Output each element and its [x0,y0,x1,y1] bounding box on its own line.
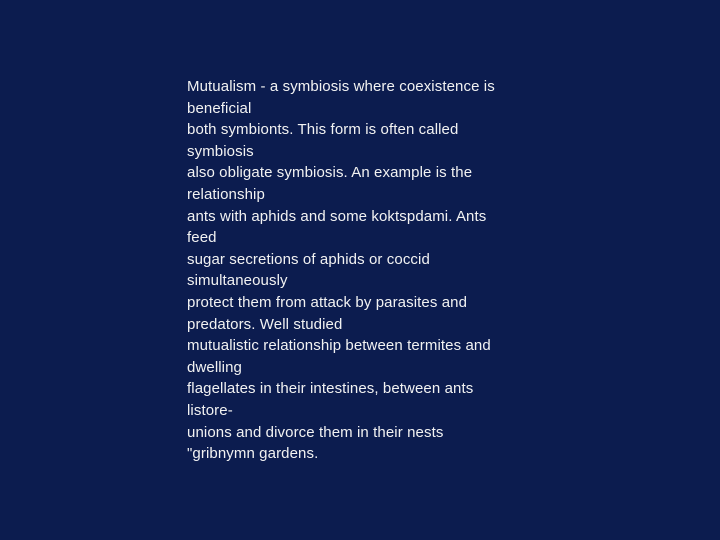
text-line: ants with aphids and some koktspdami. Ants [187,207,487,225]
text-line: feed [187,229,217,247]
text-line: unions and divorce them in their nests [187,423,444,441]
text-line: protect them from attack by parasites and [187,293,468,311]
text-line: both symbionts. This form is often called [187,121,459,139]
text-line: beneficial [187,99,252,117]
text-line: listore- [187,401,233,419]
text-line: also obligate symbiosis. An example is the [187,164,473,182]
text-line: mutualistic relationship between termites and [187,337,491,355]
body-text [187,76,537,465]
text-line: "gribnymn gardens. [187,445,319,463]
text-line: predators. Well studied [187,315,343,333]
text-line: sugar secretions of aphids or coccid [187,250,430,268]
text-line: dwelling [187,358,242,376]
text-line: Mutualism - a symbiosis where coexistence is [187,78,495,95]
text-line: simultaneously [187,272,288,290]
text-line: relationship [187,185,265,203]
text-line: flagellates in their intestines, between ants [187,380,474,398]
text-line: symbiosis [187,142,254,160]
